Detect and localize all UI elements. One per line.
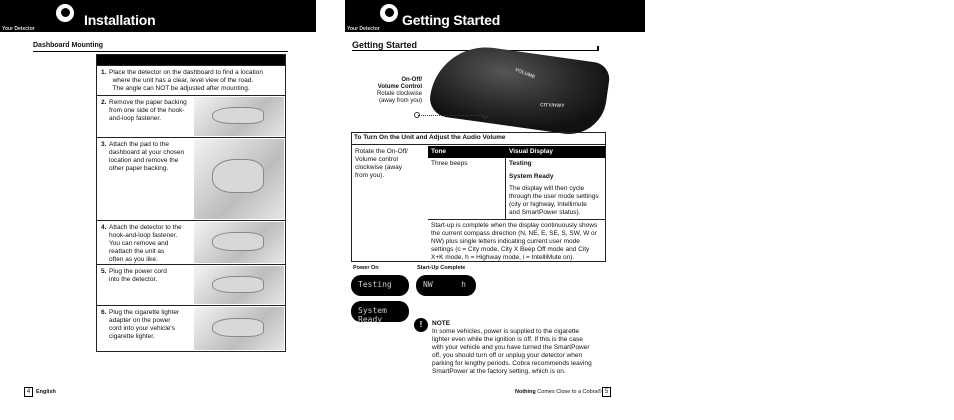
slogan-bold: Nothing (515, 389, 536, 395)
attach-pad-photo (194, 139, 284, 219)
cobra-logo-icon (56, 4, 74, 22)
column-separator (505, 158, 506, 219)
callout-leader-line (418, 115, 484, 116)
note-heading: NOTE (432, 320, 451, 327)
callout-line-3: Rotate clockwise (376, 91, 422, 97)
display-system-ready-text: System Ready (358, 306, 387, 324)
rotate-instruction: Rotate the On-Off/ Volume control clockwise (away from you). (355, 148, 408, 179)
col-visual-header: Visual Display (509, 148, 553, 155)
note-warning-icon: ! (414, 318, 428, 332)
step-row (97, 65, 285, 95)
radar-detector-photo (428, 40, 612, 139)
step-text: Plug the power cord into the detector. (109, 268, 167, 283)
visual-system-ready: System Ready (509, 173, 554, 180)
turn-on-table-title: To Turn On the Unit and Adjust the Audio Volume (354, 134, 506, 141)
table-title-rule (352, 144, 605, 145)
on-off-callout (377, 77, 422, 105)
step-text: Attach the pad to the dashboard at your chosen location and remove the other paper backing. (109, 141, 185, 172)
step-row (97, 137, 285, 220)
remove-backing-photo (194, 97, 284, 136)
step-number: 1. (101, 69, 107, 76)
section-divider (33, 51, 288, 52)
left-page-number: 4 (24, 387, 33, 397)
step-text: Attach the detector to the hook-and-loop fastener. You can remove and reattach the unit as often as you like. (109, 224, 182, 263)
step-row (97, 220, 285, 264)
startup-complete-text: Start-up is complete when the display continuously shows the current compass direction (N, NE, E, SE, S, SW, W or NW) plus single letters indicating current user mode settings (c = City mode, City X Beep Off mode and City X+K mode, h = Highway mode, i = IntelliMute on). (431, 222, 598, 261)
display-direction: NW (423, 280, 433, 289)
plug-power-cord-photo (194, 266, 284, 304)
startup-complete-label: Start-Up Complete (417, 265, 466, 271)
tone-display-table (428, 146, 605, 261)
callout-line-1: On-Off/ (401, 77, 422, 83)
step-text: Place the detector on the dashboard to find a location where the unit has a clear, level view of the road. The angle can NOT be adjusted after mounting. (109, 69, 263, 92)
turn-on-table (351, 132, 606, 262)
display-mode: h (461, 280, 466, 289)
step-text: Plug the cigarette lighter adapter on the power cord into your vehicle's cigarette lighter. (109, 309, 180, 340)
steps-header-bar (97, 55, 285, 65)
step-number: 4. (101, 224, 107, 231)
display-startup-complete (416, 275, 476, 296)
installation-steps-table (96, 54, 286, 352)
display-testing (351, 275, 409, 296)
step-row (97, 305, 285, 351)
right-page-header (345, 0, 645, 32)
note-body: In some vehicles, power is supplied to the cigarette lighter even while the ignition is off. If this is the case with your vehicle and you have turned the SmartPower off, you should turn off or unplug your detector when parking for lengthy periods. Cobra recommends leaving SmartPower at the factory setting, which is on. (432, 328, 592, 375)
attach-detector-photo (194, 222, 284, 263)
right-page-title: Getting Started (402, 12, 501, 28)
step-row (97, 95, 285, 137)
step-number: 2. (101, 99, 107, 106)
heading-rule-end (597, 46, 599, 50)
cobra-logo-icon (380, 4, 398, 22)
step-number: 6. (101, 309, 107, 316)
getting-started-heading: Getting Started (352, 40, 418, 50)
device-label-volume: VOLUME (513, 66, 537, 81)
device-label-cityhwy: CITY/HWY (539, 102, 565, 110)
col-tone-header: Tone (431, 148, 447, 155)
visual-testing: Testing (509, 160, 532, 167)
left-page-title: Installation (84, 12, 156, 28)
tone-table-header (428, 146, 605, 158)
display-testing-text: Testing (358, 280, 392, 289)
left-page-header (0, 0, 316, 32)
step-number: 5. (101, 268, 107, 275)
step-number: 3. (101, 141, 107, 148)
slogan-rest: Comes Close to a Cobra® (535, 389, 602, 395)
right-page-number: 5 (602, 387, 611, 397)
callout-line-2: Volume Control (377, 84, 422, 90)
callout-line-4: (away from you) (378, 98, 422, 104)
step-row (97, 264, 285, 305)
dashboard-mounting-heading: Dashboard Mounting (33, 42, 103, 49)
right-footer-slogan (515, 389, 602, 395)
cigarette-lighter-photo (194, 307, 284, 350)
power-on-label: Power On (353, 265, 379, 271)
step-text: Remove the paper backing from one side of the hook- and-loop fastener. (109, 99, 187, 122)
right-tab-label: Your Detector (347, 26, 380, 32)
left-footer-language: English (36, 389, 56, 395)
display-system-ready (351, 301, 409, 322)
visual-cycle-description: The display will then cycle through the user mode settings (city or highway, Intellimute and SmartPower status). (509, 185, 599, 216)
tone-value: Three beeps (431, 160, 468, 167)
left-tab-label: Your Detector (2, 26, 35, 32)
row-separator (428, 219, 605, 220)
